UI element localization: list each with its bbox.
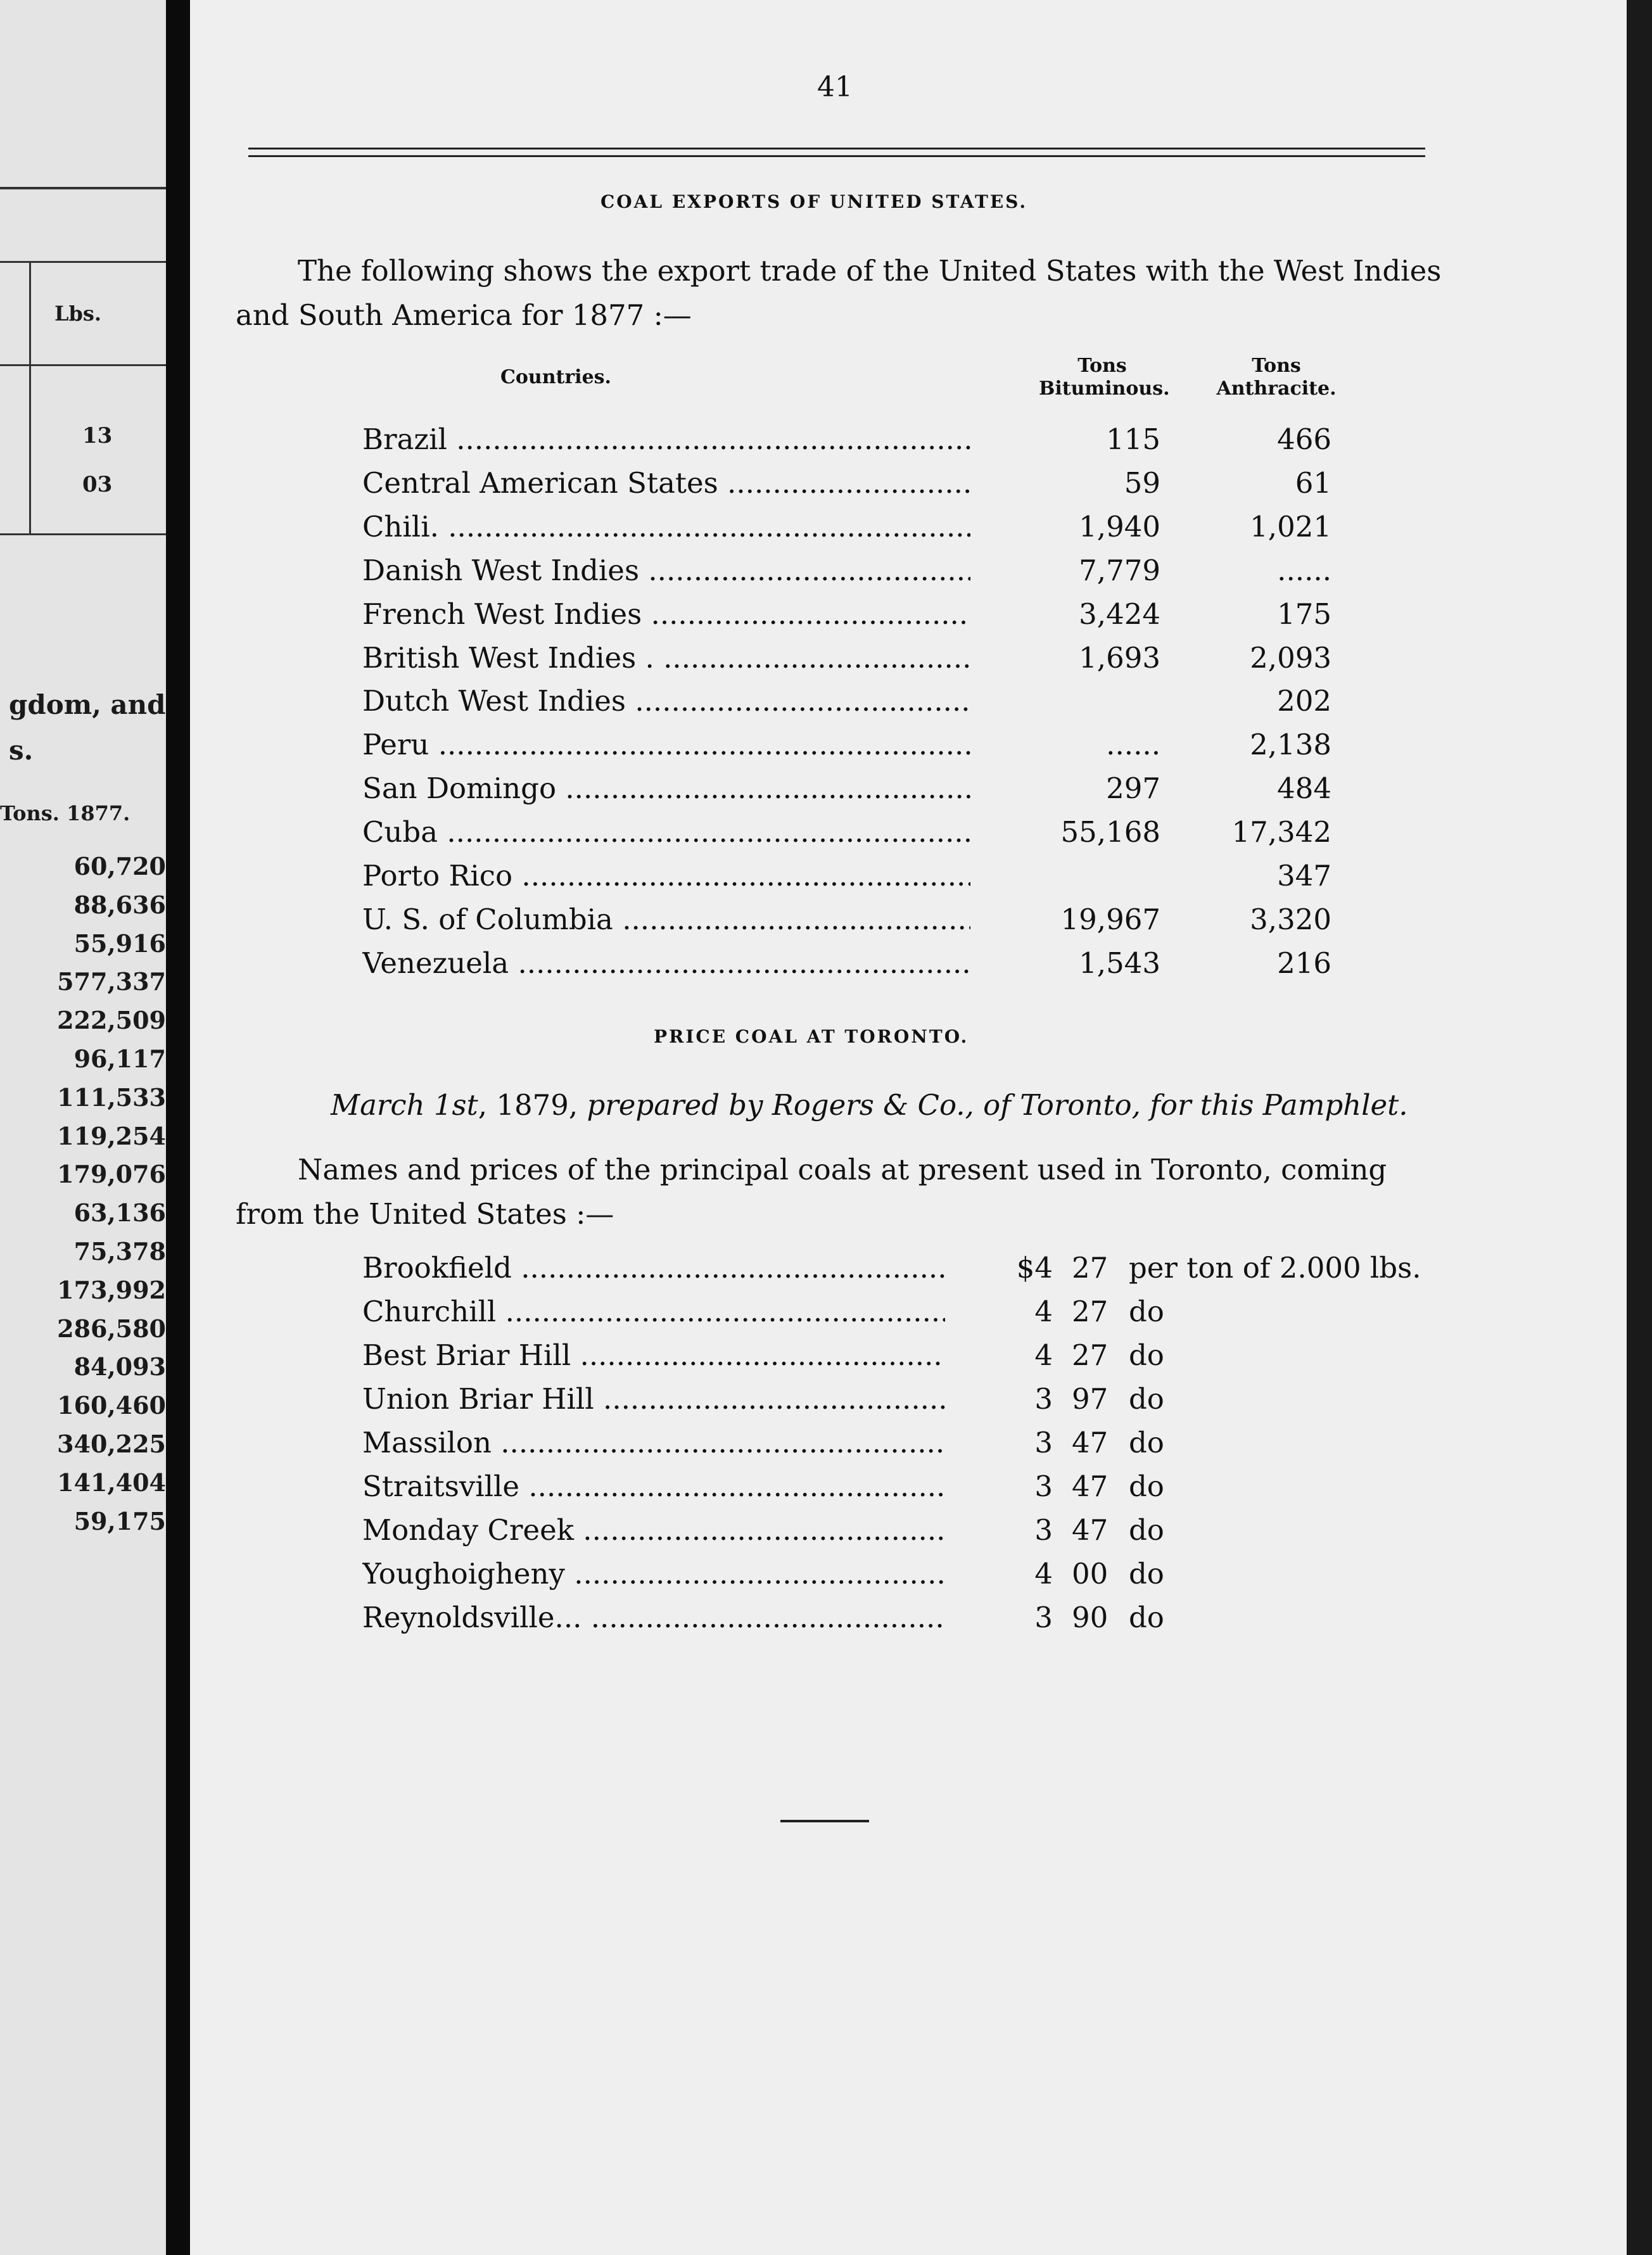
- strip-ton-value: 111,533: [57, 1083, 166, 1112]
- strip-ton-value: 59,175: [73, 1506, 166, 1535]
- bituminous-value: 1,940: [1079, 509, 1160, 543]
- coal-name: Reynoldsville... .....: [362, 1596, 945, 1639]
- country-name: British West Indies . .....: [362, 637, 970, 680]
- page-number: 41: [817, 71, 853, 103]
- strip-ton-value: 173,992: [57, 1275, 166, 1304]
- price-row: [362, 1509, 1439, 1552]
- table-row: [362, 767, 1344, 810]
- anthracite-value: 484: [1277, 772, 1331, 806]
- price-cents: 97: [1072, 1382, 1109, 1416]
- strip-rule: [0, 261, 166, 263]
- table-row: [362, 680, 1344, 723]
- dateline-source: prepared by Rogers & Co., of Toronto, for this Pamphlet.: [587, 1088, 1408, 1122]
- coal-name: Churchill .....: [362, 1290, 945, 1333]
- strip-ton-value: 60,720: [73, 852, 166, 880]
- column-header-bituminous: [1039, 355, 1170, 400]
- price-dollars: 3: [1034, 1601, 1053, 1634]
- bituminous-value: 1,693: [1079, 640, 1160, 675]
- bituminous-value: 55,168: [1060, 815, 1160, 849]
- price-row: [362, 1421, 1439, 1464]
- strip-value: 03: [82, 472, 113, 497]
- table-row: [362, 898, 1344, 941]
- intro-text: and South America for 1877 :—: [236, 298, 692, 332]
- country-name: French West Indies .....: [362, 593, 970, 636]
- table-row: [362, 593, 1344, 636]
- anthracite-value: 216: [1277, 946, 1331, 980]
- country-name: Central American States .....: [362, 462, 970, 505]
- price-cents: 90: [1072, 1601, 1109, 1634]
- anthracite-value: 347: [1277, 859, 1331, 892]
- coal-name: Union Briar Hill .....: [362, 1378, 945, 1421]
- bituminous-value: ......: [1106, 728, 1160, 762]
- strip-ton-value: 75,378: [73, 1237, 166, 1266]
- column-header-countries: Countries.: [500, 366, 611, 388]
- country-name: Cuba .....: [362, 811, 970, 854]
- coal-name: Best Briar Hill .....: [362, 1334, 945, 1377]
- strip-rule: [0, 533, 166, 535]
- strip-value: 13: [82, 423, 113, 448]
- price-dollars: 4: [1034, 1338, 1053, 1372]
- strip-column-rule: [29, 261, 31, 533]
- strip-ton-value: 119,254: [57, 1121, 166, 1150]
- closing-rule: [780, 1820, 869, 1822]
- coal-name: Monday Creek .....: [362, 1509, 945, 1552]
- table-row: [362, 549, 1344, 592]
- header-rule-bottom: [248, 155, 1425, 157]
- intro-text: Names and prices of the principal coals at present used in Toronto, coming: [298, 1153, 1387, 1186]
- price-cents: 00: [1072, 1557, 1109, 1591]
- strip-ton-value: 577,337: [57, 967, 166, 996]
- bituminous-value: 59: [1124, 466, 1160, 500]
- price-dollars: 3: [1034, 1382, 1053, 1416]
- price-dollars: 4: [1034, 1295, 1053, 1328]
- column-header-line: Tons: [1077, 355, 1127, 377]
- strip-ton-value: 160,460: [57, 1391, 166, 1420]
- column-header-anthracite: [1204, 355, 1349, 400]
- price-unit: do: [1129, 1382, 1164, 1416]
- strip-ton-value: 340,225: [57, 1430, 166, 1458]
- adjacent-page-strip: [0, 0, 166, 2255]
- strip-rule: [0, 187, 166, 189]
- strip-col-header: Tons. 1877.: [0, 801, 130, 825]
- price-row: [362, 1290, 1439, 1333]
- price-unit: do: [1129, 1601, 1164, 1634]
- binding-gutter: [166, 0, 190, 2255]
- price-unit: do: [1129, 1557, 1164, 1591]
- table-row: [362, 505, 1344, 549]
- price-unit: do: [1129, 1426, 1164, 1459]
- strip-ton-value: 63,136: [73, 1198, 166, 1228]
- price-cents: 47: [1072, 1470, 1109, 1503]
- price-unit: do: [1129, 1338, 1164, 1372]
- column-header-line: Tons: [1252, 355, 1301, 377]
- anthracite-value: 175: [1277, 597, 1331, 631]
- intro-text: from the United States :—: [236, 1197, 614, 1231]
- anthracite-value: 2,138: [1250, 728, 1331, 762]
- bituminous-value: 19,967: [1060, 902, 1160, 936]
- strip-header: Lbs.: [54, 302, 102, 326]
- bituminous-value: 3,424: [1079, 597, 1160, 631]
- bituminous-value: 7,779: [1079, 553, 1160, 587]
- price-dollars: 3: [1034, 1426, 1053, 1459]
- country-name: U. S. of Columbia .....: [362, 898, 970, 941]
- price-cents: 47: [1072, 1426, 1109, 1459]
- column-header-line: Bituminous.: [1039, 378, 1170, 400]
- country-name: Dutch West Indies .....: [362, 680, 970, 723]
- price-unit: per ton of 2.000 lbs.: [1129, 1251, 1421, 1285]
- price-row: [362, 1247, 1439, 1290]
- anthracite-value: ......: [1277, 553, 1331, 587]
- coal-name: Straitsville .....: [362, 1465, 945, 1508]
- price-unit: do: [1129, 1295, 1164, 1328]
- page-edge: [1627, 0, 1652, 2255]
- price-cents: 27: [1072, 1251, 1109, 1285]
- price-cents: 47: [1072, 1513, 1109, 1547]
- price-row: [362, 1553, 1439, 1596]
- strip-ton-value: 96,117: [73, 1045, 166, 1073]
- anthracite-value: 61: [1295, 466, 1331, 500]
- price-unit: do: [1129, 1470, 1164, 1503]
- strip-ton-value: 286,580: [57, 1314, 166, 1343]
- strip-ton-value: 179,076: [57, 1160, 166, 1189]
- column-header-line: Anthracite.: [1216, 378, 1337, 400]
- bituminous-value: 115: [1106, 422, 1160, 456]
- page: [190, 0, 1627, 2255]
- price-row: [362, 1596, 1439, 1639]
- price-dollars: 4: [1034, 1557, 1053, 1591]
- strip-text: s.: [9, 735, 34, 766]
- strip-ton-value: 55,916: [73, 929, 166, 958]
- anthracite-value: 466: [1277, 422, 1331, 456]
- anthracite-value: 1,021: [1250, 509, 1331, 543]
- table-row: [362, 811, 1344, 854]
- country-name: Chili. .....: [362, 505, 970, 549]
- price-row: [362, 1334, 1439, 1377]
- price-unit: do: [1129, 1513, 1164, 1547]
- price-row: [362, 1465, 1439, 1508]
- anthracite-value: 202: [1277, 684, 1331, 718]
- strip-ton-value: 88,636: [73, 890, 166, 919]
- price-dollars: 3: [1034, 1513, 1053, 1547]
- country-name: Danish West Indies .....: [362, 549, 970, 592]
- intro-text: The following shows the export trade of the United States with the West Indies: [298, 254, 1442, 288]
- bituminous-value: 1,543: [1079, 946, 1160, 980]
- coal-name: Youghoigheny .....: [362, 1553, 945, 1596]
- section-title: COAL EXPORTS OF UNITED STATES.: [600, 191, 1028, 212]
- table-row: [362, 942, 1344, 985]
- strip-ton-value: 222,509: [57, 1006, 166, 1035]
- table-row: [362, 418, 1344, 461]
- country-name: Brazil .....: [362, 418, 970, 461]
- bituminous-value: 297: [1106, 772, 1160, 806]
- table-row: [362, 462, 1344, 505]
- strip-text: gdom, and: [9, 689, 166, 720]
- price-dollars: 3: [1034, 1470, 1053, 1503]
- table-row: [362, 723, 1344, 766]
- coal-name: Brookfield .....: [362, 1247, 945, 1290]
- country-name: Porto Rico .....: [362, 854, 970, 898]
- coal-name: Massilon .....: [362, 1421, 945, 1464]
- header-rule-top: [248, 148, 1425, 149]
- anthracite-value: 2,093: [1250, 640, 1331, 675]
- anthracite-value: 3,320: [1250, 902, 1331, 936]
- section-title: PRICE COAL AT TORONTO.: [654, 1026, 969, 1047]
- dateline-date: March 1st: [331, 1088, 478, 1122]
- strip-ton-value: 141,404: [57, 1468, 166, 1497]
- price-dollars: $4: [1016, 1251, 1053, 1285]
- country-name: San Domingo .....: [362, 767, 970, 810]
- country-name: Peru .....: [362, 723, 970, 766]
- table-row: [362, 854, 1344, 898]
- price-row: [362, 1378, 1439, 1421]
- anthracite-value: 17,342: [1231, 815, 1331, 849]
- strip-ton-value: 84,093: [73, 1352, 166, 1382]
- dateline: [331, 1083, 1408, 1128]
- strip-rule: [0, 364, 166, 366]
- dateline-year: , 1879,: [478, 1088, 587, 1122]
- price-cents: 27: [1072, 1295, 1109, 1328]
- price-cents: 27: [1072, 1338, 1109, 1372]
- table-row: [362, 637, 1344, 680]
- country-name: Venezuela .....: [362, 942, 970, 985]
